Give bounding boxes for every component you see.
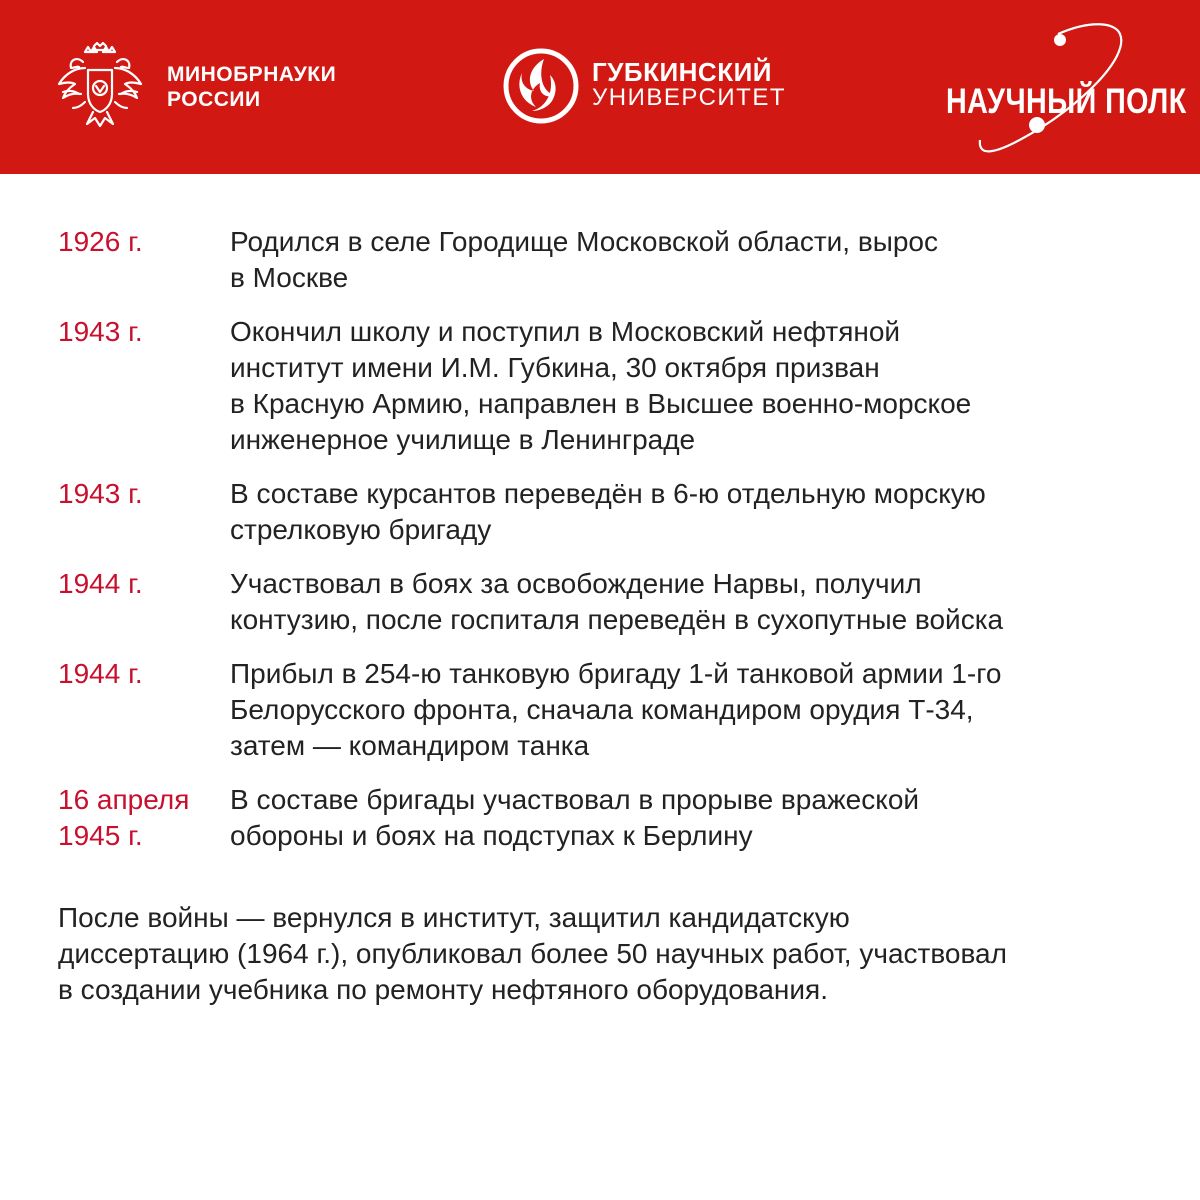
- timeline-entry: [58, 476, 1158, 548]
- timeline-text: [230, 782, 1158, 854]
- text-line: затем — командиром танка: [230, 730, 590, 761]
- text-line: обороны и боях на подступах к Берлину: [230, 820, 753, 851]
- nauchny-polk-logo: [940, 22, 1187, 154]
- date-line: 1926 г.: [58, 226, 143, 257]
- timeline-text: [230, 566, 1158, 638]
- nauchny-polk-title: НАУЧНЫЙ ПОЛК: [946, 82, 1187, 121]
- timeline-date: [58, 782, 230, 854]
- text-line: Прибыл в 254-ю танковую бригаду 1-й танковой армии 1-го: [230, 658, 1002, 689]
- minobrnauki-line1: МИНОБРНАУКИ: [167, 63, 337, 86]
- date-line: 16 апреля: [58, 784, 190, 815]
- date-line: 1944 г.: [58, 568, 143, 599]
- timeline-date: [58, 566, 230, 638]
- gubkin-university-logo: [500, 45, 800, 129]
- text-line: В составе курсантов переведён в 6-ю отдельную морскую: [230, 478, 986, 509]
- summary-line: После войны — вернулся в институт, защитил кандидатскую: [58, 902, 850, 933]
- timeline-text: [230, 476, 1158, 548]
- summary-line: диссертацию (1964 г.), опубликовал более 50 научных работ, участвовал: [58, 938, 1007, 969]
- date-line: 1943 г.: [58, 478, 143, 509]
- text-line: Родился в селе Городище Московской области, вырос: [230, 226, 938, 257]
- timeline-entry: [58, 782, 1158, 854]
- date-line: 1944 г.: [58, 658, 143, 689]
- date-line: 1945 г.: [58, 820, 143, 851]
- timeline-text: [230, 224, 1158, 296]
- timeline-date: [58, 476, 230, 548]
- text-line: Участвовал в боях за освобождение Нарвы, получил: [230, 568, 922, 599]
- text-line: В составе бригады участвовал в прорыве вражеской: [230, 784, 920, 815]
- biography-timeline: [58, 224, 1158, 872]
- minobrnauki-line2: РОССИИ: [167, 88, 261, 111]
- text-line: в Красную Армию, направлен в Высшее военно-морское: [230, 388, 972, 419]
- gubkin-title: [592, 59, 786, 111]
- double-headed-eagle-icon: [55, 42, 145, 130]
- timeline-date: [58, 656, 230, 764]
- timeline-entry: [58, 656, 1158, 764]
- timeline-date: [58, 224, 230, 296]
- date-line: 1943 г.: [58, 316, 143, 347]
- header-banner: [0, 0, 1200, 174]
- timeline-entry: [58, 314, 1158, 458]
- text-line: Белорусского фронта, сначала командиром орудия Т-34,: [230, 694, 974, 725]
- timeline-entry: [58, 566, 1158, 638]
- text-line: стрелковую бригаду: [230, 514, 492, 545]
- summary-line: в создании учебника по ремонту нефтяного оборудования.: [58, 974, 828, 1005]
- minobrnauki-logo: [55, 42, 375, 130]
- text-line: инженерное училище в Ленинграде: [230, 424, 696, 455]
- text-line: контузию, после госпиталя переведён в сухопутные войска: [230, 604, 1004, 635]
- text-line: в Москве: [230, 262, 349, 293]
- flame-circle-icon: [500, 45, 582, 127]
- timeline-entry: [58, 224, 1158, 296]
- timeline-text: [230, 314, 1158, 458]
- timeline-text: [230, 656, 1158, 764]
- text-line: Окончил школу и поступил в Московский нефтяной: [230, 316, 901, 347]
- gubkin-line1: ГУБКИНСКИЙ: [592, 57, 772, 87]
- text-line: институт имени И.М. Губкина, 30 октября призван: [230, 352, 880, 383]
- post-war-summary: [58, 900, 1158, 1008]
- timeline-date: [58, 314, 230, 458]
- gubkin-line2: УНИВЕРСИТЕТ: [592, 84, 786, 111]
- minobrnauki-title: [167, 62, 336, 112]
